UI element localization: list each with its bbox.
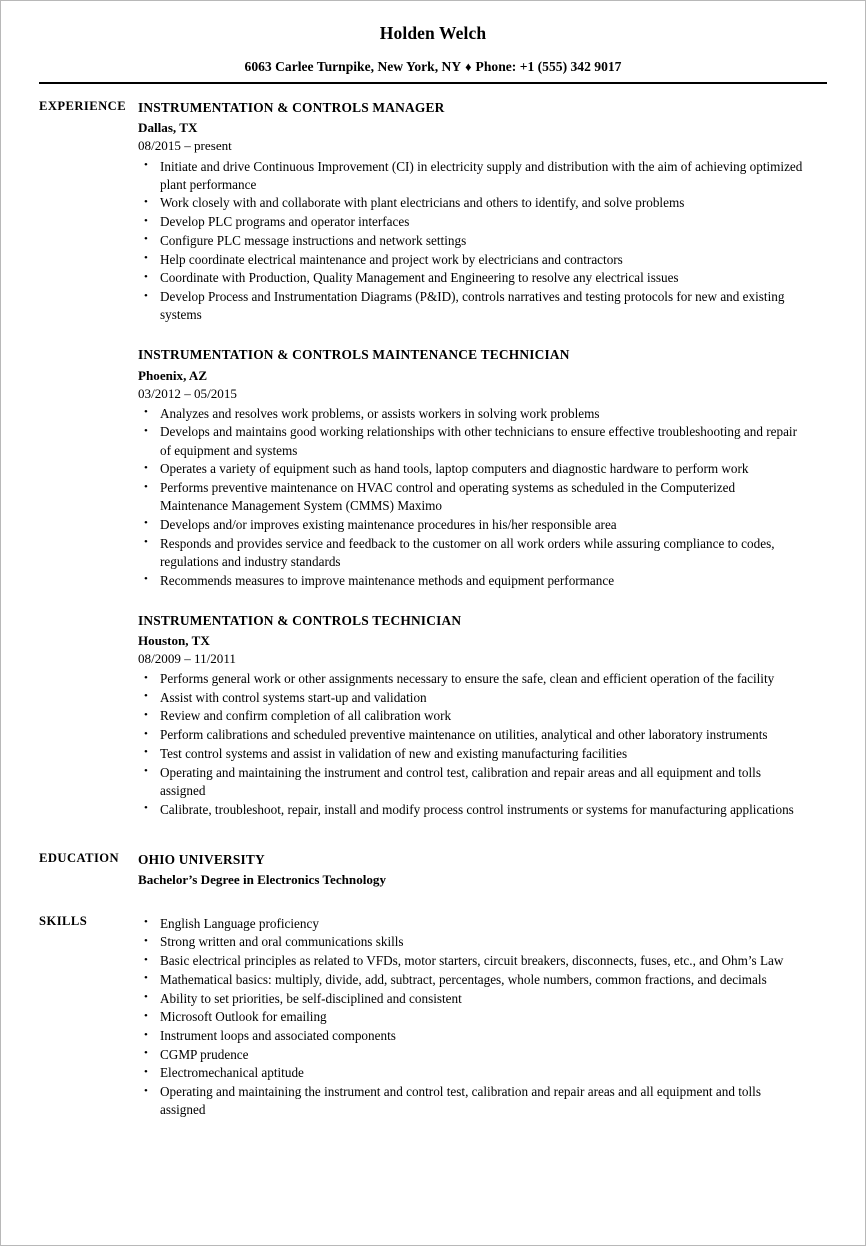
section-label-experience: EXPERIENCE — [39, 99, 127, 114]
job-location: Dallas, TX — [138, 120, 198, 136]
bullet-item: • Microsoft Outlook for emailing — [138, 1008, 805, 1026]
bullet-item: • English Language proficiency — [138, 915, 805, 933]
education-label-column — [19, 851, 138, 866]
job-dates: 08/2009 – 11/2011 — [138, 651, 236, 667]
skills-label-column — [19, 914, 138, 929]
bullet-item: • Help coordinate electrical maintenance and project work by electricians and contractors — [138, 251, 805, 269]
bullet-item: • Ability to set priorities, be self-disciplined and consistent — [138, 990, 805, 1008]
bullet-item: • Basic electrical principles as related to VFDs, motor starters, circuit breakers, disconnects, fuses, etc., and Ohm’s Law — [138, 952, 805, 970]
bullet-list — [138, 158, 805, 325]
resume-header — [19, 1, 847, 84]
bullet-item: • Perform calibrations and scheduled preventive maintenance on utilities, analytical and other laboratory instruments — [138, 726, 805, 744]
bullet-item: • Operates a variety of equipment such as hand tools, laptop computers and diagnostic hardware to perform work — [138, 460, 805, 478]
bullet-item: • Work closely with and collaborate with plant electricians and others to identify, and solve problems — [138, 194, 805, 212]
education-degree: Bachelor’s Degree in Electronics Technology — [138, 872, 387, 888]
job-title: INSTRUMENTATION & CONTROLS MAINTENANCE TECHNICIAN — [138, 347, 570, 363]
bullet-item: • Calibrate, troubleshoot, repair, install and modify process control instruments or systems for manufacturing applications — [138, 801, 805, 819]
resume-content — [1, 1, 865, 1245]
experience-entry — [138, 346, 805, 589]
bullet-item: • Instrument loops and associated components — [138, 1027, 805, 1045]
header-divider — [39, 82, 827, 84]
bullet-item: • Develop PLC programs and operator interfaces — [138, 213, 805, 231]
job-dates: 08/2015 – present — [138, 138, 232, 154]
contact-line — [19, 59, 847, 75]
job-title: INSTRUMENTATION & CONTROLS MANAGER — [138, 100, 445, 116]
experience-body — [138, 99, 847, 818]
education-entry — [138, 851, 805, 888]
bullet-item: • Develop Process and Instrumentation Diagrams (P&ID), controls narratives and testing protocols for new and existing systems — [138, 288, 805, 324]
bullet-item: • Performs general work or other assignments necessary to ensure the safe, clean and efficient operation of the facility — [138, 670, 805, 688]
bullet-item: • CGMP prudence — [138, 1046, 805, 1064]
bullet-list — [138, 915, 805, 1120]
bullet-item: • Initiate and drive Continuous Improvement (CI) in electricity supply and distribution with the aim of achieving optimized plant performance — [138, 158, 805, 194]
bullet-item: • Analyzes and resolves work problems, or assists workers in solving work problems — [138, 405, 805, 423]
skills-body — [138, 914, 847, 1119]
experience-label-column — [19, 99, 138, 114]
bullet-item: • Assist with control systems start-up and validation — [138, 689, 805, 707]
bullet-item: • Develops and maintains good working relationships with other technicians to ensure effective troubleshooting and repair of equipment and systems — [138, 423, 805, 459]
candidate-name: Holden Welch — [379, 23, 487, 43]
bullet-item: • Performs preventive maintenance on HVAC control and operating systems as scheduled in the Computerized Maintenance Management System (CMMS) Maximo — [138, 479, 805, 515]
experience-section — [19, 99, 847, 818]
job-location: Houston, TX — [138, 633, 210, 648]
bullet-item: • Develops and/or improves existing maintenance procedures in his/her responsible area — [138, 516, 805, 534]
bullet-item: • Responds and provides service and feedback to the customer on all work orders while assuring compliance to codes, regulations and industry standards — [138, 535, 805, 571]
job-title: INSTRUMENTATION & CONTROLS TECHNICIAN — [138, 612, 462, 628]
bullet-item: • Mathematical basics: multiply, divide, add, subtract, percentages, whole numbers, common fractions, and decimals — [138, 971, 805, 989]
bullet-list — [138, 405, 805, 590]
experience-entry — [138, 612, 805, 819]
bullet-item: • Operating and maintaining the instrument and control test, calibration and repair areas and all equipment and tolls assigned — [138, 1083, 805, 1119]
contact-address: 6063 Carlee Turnpike, New York, NY — [244, 59, 462, 74]
experience-entry — [138, 99, 805, 324]
education-section — [19, 851, 847, 888]
job-dates: 03/2012 – 05/2015 — [138, 385, 237, 401]
skills-section — [19, 914, 847, 1119]
bullet-item: • Review and confirm completion of all calibration work — [138, 707, 805, 725]
section-label-skills: SKILLS — [39, 914, 88, 929]
education-body — [138, 851, 847, 888]
bullet-item: • Operating and maintaining the instrument and control test, calibration and repair areas and all equipment and tolls assigned — [138, 764, 805, 800]
bullet-list — [138, 670, 805, 819]
education-school: OHIO UNIVERSITY — [138, 851, 265, 867]
job-location: Phoenix, AZ — [138, 367, 208, 383]
bullet-item: • Electromechanical aptitude — [138, 1064, 805, 1082]
bullet-item: • Strong written and oral communications skills — [138, 933, 805, 951]
bullet-item: • Test control systems and assist in validation of new and existing manufacturing facilities — [138, 745, 805, 763]
diamond-separator-icon: ♦ — [465, 60, 472, 74]
section-label-education: EDUCATION — [39, 850, 120, 865]
bullet-item: • Coordinate with Production, Quality Management and Engineering to resolve any electrical issues — [138, 269, 805, 287]
bullet-item: • Recommends measures to improve maintenance methods and equipment performance — [138, 572, 805, 590]
bullet-item: • Configure PLC message instructions and network settings — [138, 232, 805, 250]
contact-phone: Phone: +1 (555) 342 9017 — [475, 59, 622, 74]
